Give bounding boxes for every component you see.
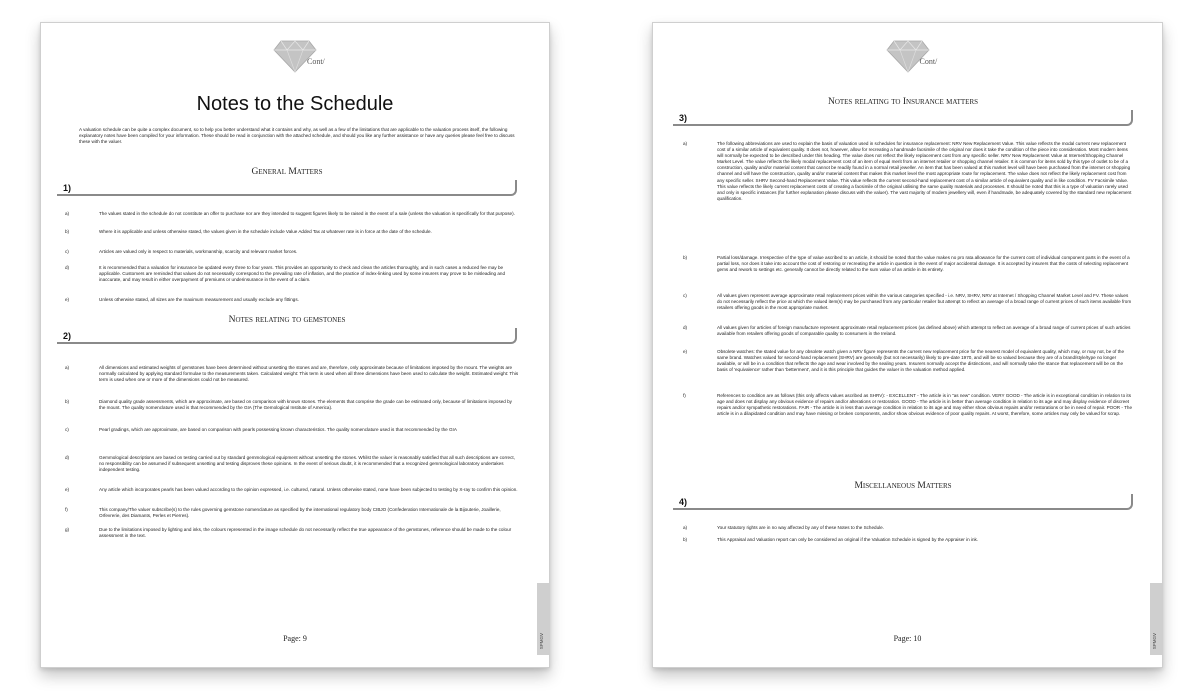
item-label: b) — [683, 537, 688, 542]
item-text: Articles are valued only in respect to materials, workmanship, scarcity and relevant market forces. — [99, 249, 298, 254]
page-number: Page: 10 — [893, 634, 922, 643]
list-item — [683, 141, 1132, 202]
list-item — [683, 255, 1132, 273]
item-label: e) — [65, 297, 70, 302]
section-number: 2) — [63, 331, 72, 341]
item-text: Gemmological descriptions are based on testing carried out by standard gemmological equipment without unsetting the stones. Whilst the valuer is reasonably satisfied that all such descriptions are correct, no responsibility can be assumed if subsequent unsetting and testing disproves these opinions. In the event of serious doubt, it is recommended that a recognized gemmological laboratory undertakes independent testing. — [99, 455, 515, 473]
list-item — [65, 365, 519, 383]
item-label: c) — [65, 427, 69, 432]
item-label: a) — [65, 211, 70, 216]
list-item — [683, 537, 1132, 543]
item-label: b) — [683, 255, 688, 260]
list-item — [683, 525, 1132, 531]
section-number: 1) — [63, 183, 72, 193]
item-label: c) — [683, 293, 687, 298]
section-header-gemstones — [57, 315, 517, 347]
item-label: a) — [65, 365, 70, 370]
list-item — [683, 325, 1132, 337]
item-label: b) — [65, 399, 70, 404]
item-text: Diamond quality grade assessments, which are approximate, are based on comparison with known stones. The elements that comprise the grade can be estimated only, because of limitations imposed by the mount. The quality nomenclature used is that recommended by the GIA (The Gemological Institute of America). — [99, 399, 512, 411]
diamond-logo-icon — [273, 39, 317, 73]
side-tab — [1150, 583, 1162, 655]
item-label: b) — [65, 229, 70, 234]
item-text: It is recommended that a valuation for insurance be updated every three to four years. This provides an opportunity to check and clean the articles thoroughly, and in such cases a reduced fee may be applicable. Customers are reminded that values do not necessarily correspond to the prevailing rate of inflation, and the practice of index-linking used by some insurers may prove to be misleading and inaccurate, and may result in either overpayment of premiums or underinsurance in the event of a claim. — [99, 265, 506, 283]
item-text: This company/The valuer subscribe(s) to the rules governing gemstone nomenclature as specified by the international regulatory body CIBJO (Confederation Internationale de la Bijouterie, Joaillerie, Orfevrerie, des Diamants, Perles et Pierres). — [99, 507, 501, 519]
document-page-10 — [652, 22, 1163, 668]
section-rule — [673, 110, 1133, 126]
item-label: f) — [65, 507, 68, 512]
intro-paragraph: A valuation schedule can be quite a complex document, so to help you better understand what it contains and why, as well as a few of the limitations that are applicable to the valuation process itself, the following explanatory notes have been compiled for your information. These should be read in conjunction with the attached schedule, and should you like any further assistance or have any queries please feel free to discuss these with the valuer. — [79, 127, 515, 145]
item-label: c) — [65, 249, 69, 254]
list-item — [683, 293, 1132, 311]
section-number: 3) — [679, 113, 688, 123]
section-number: 4) — [679, 497, 688, 507]
list-item — [65, 487, 519, 493]
item-label: a) — [683, 141, 688, 146]
item-text: All dimensions and estimated weights of gemstones have been determined without unsetting the stones and are, therefore, only approximate because of limitations imposed by the mount. The weights are normally calculated by applying standard formulae to the measurements taken. Calculated weight: This term is used when all three dimensions have been used to calculate the weight. Estimated weight: This term is used when one or more of the dimensions could not be measured. — [99, 365, 519, 383]
list-item — [65, 211, 519, 217]
item-text: Where it is applicable and unless otherwise stated, the values given in the schedule include Value Added Tax at whatever rate is in force at the date of the schedule. — [99, 229, 432, 234]
list-item — [683, 393, 1132, 417]
item-label: d) — [65, 455, 70, 460]
section-header-miscellaneous — [673, 481, 1133, 513]
section-title: Notes relating to gemstones — [228, 315, 346, 325]
item-label: e) — [65, 487, 70, 492]
item-text: Unless otherwise stated, all sizes are the maximum measurement and usually exclude any fittings. — [99, 297, 299, 302]
item-label: g) — [65, 527, 70, 532]
side-tab-label: SPMGV — [539, 632, 544, 649]
item-text: Partial loss/damage. Irrespective of the type of value ascribed to an article, it should be noted that the value makes no pro rata allowance for the current cost of individual component parts in the event of a partial loss, nor does it take into account the cost of restoring or recreating the article in question in the event of major accidental damage. It is accepted by insurers that the costs of selecting replacement gems and rework to settings etc. generally cannot be directly related to the sum value of an article in its entirety. — [717, 255, 1130, 273]
document-page-9 — [40, 22, 550, 668]
section-rule — [673, 494, 1133, 510]
item-text: Your statutory rights are in no way affected by any of these Notes to the Schedule. — [717, 525, 885, 530]
item-text: All values given represent average approximate retail replacement prices within the various categories specified - i.e. NRV, SHRV, NRV at Internet / Shopping Channel Market Level and FV. These values do not necessarily reflect the price at which the valued item(s) may be purchased from any particular retailer but attempt to reflect an average of a broad range of current prices of such items available from retailers offering goods in the most appropriate market. — [717, 293, 1132, 311]
item-text: The values stated in the schedule do not constitute an offer to purchase nor are they intended to suggest figures likely to be raised in the event of a sale (unless the valuation is specifically for that purpose). — [99, 211, 515, 216]
continued-label: Cont/ — [919, 57, 938, 66]
list-item — [65, 297, 519, 303]
section-header-general-matters — [57, 167, 517, 199]
list-item — [65, 265, 519, 283]
side-tab — [537, 583, 549, 655]
list-item — [65, 527, 519, 539]
item-text: The following abbreviations are used to explain the basis of valuation used in schedules for insurance replacement: NRV New Replacement Value. This value reflects the modal current new replacement cost of a similar article of equivalent quality. It does not, however, allow for recreating a handmade facsimile of the original nor does it take the condition of the piece into consideration. Most modern items will normally be expected to be described under this heading. The value does not reflect the likely replacement cost from any specific seller. NRV New Replacement Value at Internet/Shopping Channel Market Level. The value reflects the likely modal replacement cost of an item of equal merit from an internet retailer or shopping channel retailer. It is common for items sold by this type of outlet to be of a construction, quality and/or material content that cannot be readily found in a normal retail jeweller. An item that has been valued at this market level will have been purchased from the internet or shopping channel and will have the construction, quality and/or material content that makes this market level the most appropriate route for replacement. The value does not reflect the likely replacement cost from any specific seller. SHRV Second-hand Replacement Value. This value reflects the current second-hand replacement cost of a similar article of equivalent quality and in like condition. FV Facsimile Value. This value reflects the likely current replacement costs of creating a facsimile of the original utilising the same quality materials and processes. It should be noted that this is a type of valuation rarely used and only in specific instances (for further explanation please discuss with the valuer). The vast majority of modern jewellery will, even if handmade, be adequately covered by the standard new replacement qualification. — [717, 141, 1132, 201]
item-text: Pearl gradings, which are approximate, are based on comparison with pearls possessing known characteristics. The quality nomenclature used is that recommended by the GIA — [99, 427, 457, 432]
section-title: Notes relating to Insurance matters — [827, 97, 979, 107]
item-label: a) — [683, 525, 688, 530]
page-number: Page: 9 — [283, 634, 307, 643]
header-logo — [653, 39, 1162, 79]
continued-label: Cont/ — [307, 57, 325, 66]
item-label: f) — [683, 393, 686, 398]
side-tab-label: SPMGV — [1152, 632, 1157, 649]
list-item — [683, 349, 1132, 373]
diamond-logo-icon — [886, 39, 930, 73]
list-item — [65, 249, 519, 255]
item-label: d) — [65, 265, 70, 270]
section-title: Miscellaneous Matters — [854, 481, 952, 491]
item-text: References to condition are as follows (this only affects values ascribed as SHRV): - EXCELLENT - The article is in "as new" condition. VERY GOOD - The article is in exceptional condition in relation to its age and does not display any obvious evidence of repairs and/or alterations or restoration. GOOD - The article is in better than average condition in relation to its age and may display evidence of discreet repairs and/or sympathetic restorations. FAIR - The article is in less than average condition in relation to its age and may either show obvious repairs and/or restorations or be in need of repair. POOR - The article is in a dilapidated condition and may have missing or broken components, and/or show obvious evidence of poor quality repairs. At worst, therefore, some articles may only be valued for scrap. — [717, 393, 1133, 417]
list-item — [65, 455, 519, 473]
item-label: d) — [683, 325, 688, 330]
section-title: General Matters — [251, 167, 323, 177]
page-title: Notes to the Schedule — [196, 93, 394, 115]
section-rule — [57, 328, 517, 344]
section-rule — [57, 180, 517, 196]
item-text: All values given for articles of foreign manufacture represent approximate retail replacement prices (as defined above) which attempt to reflect an average of a broad range of current prices of such articles available from retailers offering goods of comparable quality to consumers in the Ireland. — [717, 325, 1131, 337]
item-text: Due to the limitations imposed by lighting and inks, the colours represented in the image schedule do not necessarily reflect the true appearance of the gemstones, reference should be made to the colour assessment in the text. — [99, 527, 512, 539]
list-item — [65, 399, 519, 411]
item-text: Any article which incorporates pearls has been valued according to the opinion expressed, i.e. cultured, natural. Unless otherwise stated, none have been subjected to testing by X-ray to confirm this opinion. — [99, 487, 518, 492]
item-text: This Appraisal and Valuation report can only be considered an original if the Valuation Schedule is signed by the Appraiser in ink. — [717, 537, 979, 542]
header-logo — [41, 39, 549, 79]
list-item — [65, 229, 519, 235]
item-label: e) — [683, 349, 688, 354]
list-item — [65, 507, 519, 519]
section-header-insurance — [673, 97, 1133, 129]
list-item — [65, 427, 519, 433]
item-text: Obsolete watches: the stated value for any obsolete watch given a NRV figure represents the current new replacement price for the nearest model of equivalent quality, which may, or may not, be of the same brand. Watches valued for second-hand replacement (SHRV) are generally (but not necessarily) likely to pre-date 1970, and will be so valued because they are of a brand/style/type no longer available, or will be in a condition that reflects the age and wear involved by the sealing years. Insurers normally accept the distinctions, and will normally take the stance that replacement will be on the basis of 'equivalence' rather than 'betterment', and it is this principle that guides the valuer in the valuation method applied. — [717, 349, 1125, 373]
